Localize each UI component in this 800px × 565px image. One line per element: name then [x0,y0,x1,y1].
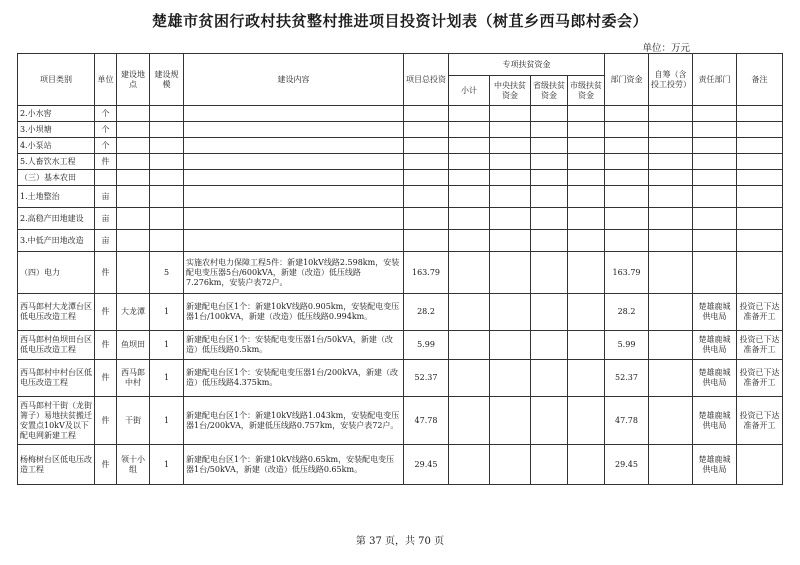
cell-provincial [531,294,568,331]
cell-location [117,138,150,154]
cell-subtotal [449,154,490,170]
table-row [18,445,783,485]
cell-subtotal [449,208,490,230]
cell-content [184,208,404,230]
cell-responsible: 楚雄鹿城供电局 [693,445,737,485]
cell-category: 2.小水窖 [18,106,95,122]
cell-central [490,208,531,230]
cell-provincial [531,252,568,294]
cell-content [184,106,404,122]
cell-unit: 件 [95,445,117,485]
cell-central [490,138,531,154]
cell-scale: 1 [150,445,184,485]
cell-central [490,252,531,294]
cell-location [117,122,150,138]
cell-city [568,106,605,122]
cell-self [649,445,693,485]
cell-category: 4.小泵站 [18,138,95,154]
cell-subtotal [449,186,490,208]
cell-content [184,230,404,252]
cell-city [568,445,605,485]
cell-unit: 个 [95,106,117,122]
cell-dept [605,230,649,252]
cell-subtotal [449,360,490,397]
cell-remark: 投资已下达准备开工 [737,294,783,331]
cell-self [649,138,693,154]
cell-scale [150,208,184,230]
cell-remark [737,170,783,186]
cell-dept: 5.99 [605,331,649,360]
cell-city [568,208,605,230]
cell-content: 实施农村电力保障工程5件：新建10kV线路2.598km，安装配电变压器5台/600kVA，新建（改造）低压线路7.276km，安装户表72户。 [184,252,404,294]
cell-responsible: 楚雄鹿城供电局 [693,397,737,445]
cell-self [649,230,693,252]
table-header [18,54,783,106]
cell-unit [95,170,117,186]
cell-total [404,138,449,154]
header-total: 项目总投资 [404,54,449,106]
table-row [18,397,783,445]
cell-responsible: 楚雄鹿城供电局 [693,294,737,331]
cell-city [568,360,605,397]
cell-scale [150,138,184,154]
cell-subtotal [449,252,490,294]
cell-category: 3.中低产田地改造 [18,230,95,252]
cell-dept: 47.78 [605,397,649,445]
cell-city [568,331,605,360]
cell-category: 2.高稳产田地建设 [18,208,95,230]
cell-self [649,186,693,208]
cell-city [568,397,605,445]
cell-unit: 件 [95,360,117,397]
cell-location [117,230,150,252]
cell-responsible [693,208,737,230]
cell-provincial [531,208,568,230]
cell-subtotal [449,294,490,331]
cell-provincial [531,397,568,445]
cell-dept [605,186,649,208]
cell-subtotal [449,445,490,485]
cell-content [184,186,404,208]
cell-category: 西马郎村大龙潭台区低电压改造工程 [18,294,95,331]
cell-remark [737,445,783,485]
cell-dept: 52.37 [605,360,649,397]
header-dept: 部门资金 [605,54,649,106]
cell-remark [737,122,783,138]
cell-responsible: 楚雄鹿城供电局 [693,360,737,397]
header-location: 建设地点 [117,54,150,106]
cell-scale: 1 [150,397,184,445]
cell-content: 新建配电台区1个：新建10kV线路0.65km，安装配电变压器1台/50kVA，新建（改造）低压线路0.65km。 [184,445,404,485]
cell-responsible [693,138,737,154]
cell-location [117,106,150,122]
cell-provincial [531,230,568,252]
cell-total: 47.78 [404,397,449,445]
cell-location: 西马郎中村 [117,360,150,397]
cell-scale: 1 [150,331,184,360]
cell-scale: 1 [150,294,184,331]
cell-scale [150,230,184,252]
cell-central [490,445,531,485]
cell-total: 5.99 [404,331,449,360]
cell-unit: 个 [95,138,117,154]
cell-city [568,186,605,208]
cell-dept: 163.79 [605,252,649,294]
cell-content: 新建配电台区1个：安装配电变压器1台/200kVA，新建（改造）低压线路4.375km。 [184,360,404,397]
cell-remark [737,252,783,294]
cell-self [649,294,693,331]
cell-dept [605,122,649,138]
header-special-fund: 专项扶贫资金 [449,54,605,76]
cell-provincial [531,331,568,360]
cell-dept [605,170,649,186]
cell-category: 杨梅树台区低电压改造工程 [18,445,95,485]
header-remark: 备注 [737,54,783,106]
cell-remark [737,106,783,122]
cell-category: 3.小坝塘 [18,122,95,138]
header-scale: 建设规模 [150,54,184,106]
cell-location [117,154,150,170]
header-central: 中央扶贫资金 [490,76,531,106]
investment-table [17,53,783,485]
header-category: 项目类别 [18,54,95,106]
table-row [18,122,783,138]
cell-content: 新建配电台区1个：新建10kV线路0.905km，安装配电变压器1台/100kVA，新建（改造）低压线路0.994km。 [184,294,404,331]
table-body [18,106,783,485]
header-content: 建设内容 [184,54,404,106]
header-responsible: 责任部门 [693,54,737,106]
cell-scale [150,154,184,170]
cell-scale [150,106,184,122]
table-row [18,331,783,360]
cell-total [404,106,449,122]
cell-remark [737,138,783,154]
cell-self [649,208,693,230]
cell-unit: 亩 [95,230,117,252]
cell-remark: 投资已下达准备开工 [737,397,783,445]
cell-unit: 件 [95,331,117,360]
page-footer: 第 37 页，共 70 页 [355,536,445,547]
cell-location [117,186,150,208]
cell-dept [605,106,649,122]
cell-self [649,331,693,360]
cell-central [490,331,531,360]
cell-location [117,170,150,186]
cell-responsible [693,252,737,294]
cell-total [404,170,449,186]
cell-unit: 件 [95,154,117,170]
cell-unit: 件 [95,294,117,331]
cell-subtotal [449,170,490,186]
cell-location [117,252,150,294]
cell-unit: 亩 [95,208,117,230]
cell-self [649,170,693,186]
cell-category: （四）电力 [18,252,95,294]
cell-subtotal [449,106,490,122]
cell-central [490,106,531,122]
cell-content [184,170,404,186]
cell-total: 29.45 [404,445,449,485]
table-row [18,360,783,397]
cell-scale: 1 [150,360,184,397]
cell-central [490,186,531,208]
cell-remark [737,230,783,252]
cell-city [568,252,605,294]
document-title: 楚雄市贫困行政村扶贫整村推进项目投资计划表（树苴乡西马郎村委会） [151,12,648,30]
cell-dept: 29.45 [605,445,649,485]
cell-category: （三）基本农田 [18,170,95,186]
cell-city [568,122,605,138]
cell-central [490,170,531,186]
cell-responsible [693,122,737,138]
header-unit: 单位 [95,54,117,106]
cell-location: 大龙潭 [117,294,150,331]
cell-unit: 个 [95,122,117,138]
cell-dept [605,138,649,154]
cell-location: 领十小组 [117,445,150,485]
cell-subtotal [449,138,490,154]
cell-content [184,122,404,138]
cell-subtotal [449,230,490,252]
unit-label: 单位：万元 [642,43,690,54]
header-self: 自筹（含投工投劳） [649,54,693,106]
cell-provincial [531,360,568,397]
cell-city [568,170,605,186]
header-subtotal: 小计 [449,76,490,106]
cell-total [404,122,449,138]
table-row [18,252,783,294]
cell-total [404,208,449,230]
cell-self [649,122,693,138]
table-row [18,106,783,122]
cell-provincial [531,154,568,170]
cell-unit: 件 [95,397,117,445]
cell-remark: 投资已下达准备开工 [737,331,783,360]
cell-scale [150,122,184,138]
cell-responsible: 楚雄鹿城供电局 [693,331,737,360]
header-provincial: 省级扶贫资金 [531,76,568,106]
cell-self [649,252,693,294]
cell-self [649,360,693,397]
cell-central [490,122,531,138]
cell-total: 163.79 [404,252,449,294]
cell-city [568,294,605,331]
cell-category: 西马郎村干街（龙街箐子）易地扶贫搬迁安置点10kV及以下配电网新建工程 [18,397,95,445]
cell-dept [605,154,649,170]
table-row [18,170,783,186]
cell-provincial [531,186,568,208]
cell-content [184,154,404,170]
cell-category: 1.土地整治 [18,186,95,208]
cell-scale [150,186,184,208]
table-row [18,154,783,170]
cell-unit: 亩 [95,186,117,208]
cell-subtotal [449,397,490,445]
cell-remark [737,208,783,230]
cell-responsible [693,230,737,252]
cell-total [404,230,449,252]
cell-total: 28.2 [404,294,449,331]
cell-category: 5.人畜饮水工程 [18,154,95,170]
cell-remark: 投资已下达准备开工 [737,360,783,397]
cell-provincial [531,122,568,138]
cell-content [184,138,404,154]
table-row [18,208,783,230]
cell-self [649,154,693,170]
cell-remark [737,154,783,170]
cell-category: 西马郎村中村台区低电压改造工程 [18,360,95,397]
cell-central [490,154,531,170]
cell-dept [605,208,649,230]
cell-subtotal [449,331,490,360]
cell-location [117,208,150,230]
cell-content: 新建配电台区1个：新建10kV线路1.043km，安装配电变压器1台/200kVA，新建低压线路0.757km，安装户表72户。 [184,397,404,445]
cell-dept: 28.2 [605,294,649,331]
cell-unit: 件 [95,252,117,294]
cell-remark [737,186,783,208]
cell-provincial [531,445,568,485]
header-city: 市级扶贫资金 [568,76,605,106]
cell-location: 干街 [117,397,150,445]
cell-responsible [693,154,737,170]
cell-responsible [693,106,737,122]
cell-subtotal [449,122,490,138]
cell-central [490,294,531,331]
table-row [18,138,783,154]
cell-scale [150,170,184,186]
cell-total [404,154,449,170]
cell-scale: 5 [150,252,184,294]
cell-city [568,154,605,170]
cell-self [649,397,693,445]
table-row [18,230,783,252]
cell-location: 鱼坝田 [117,331,150,360]
cell-central [490,230,531,252]
cell-provincial [531,106,568,122]
table-row [18,294,783,331]
cell-responsible [693,186,737,208]
cell-category: 西马郎村鱼坝田台区低电压改造工程 [18,331,95,360]
cell-responsible [693,170,737,186]
cell-total: 52.37 [404,360,449,397]
cell-central [490,360,531,397]
table-row [18,186,783,208]
cell-content: 新建配电台区1个：安装配电变压器1台/50kVA，新建（改造）低压线路0.5km。 [184,331,404,360]
cell-city [568,138,605,154]
cell-provincial [531,170,568,186]
cell-total [404,186,449,208]
cell-central [490,397,531,445]
cell-provincial [531,138,568,154]
cell-self [649,106,693,122]
cell-city [568,230,605,252]
